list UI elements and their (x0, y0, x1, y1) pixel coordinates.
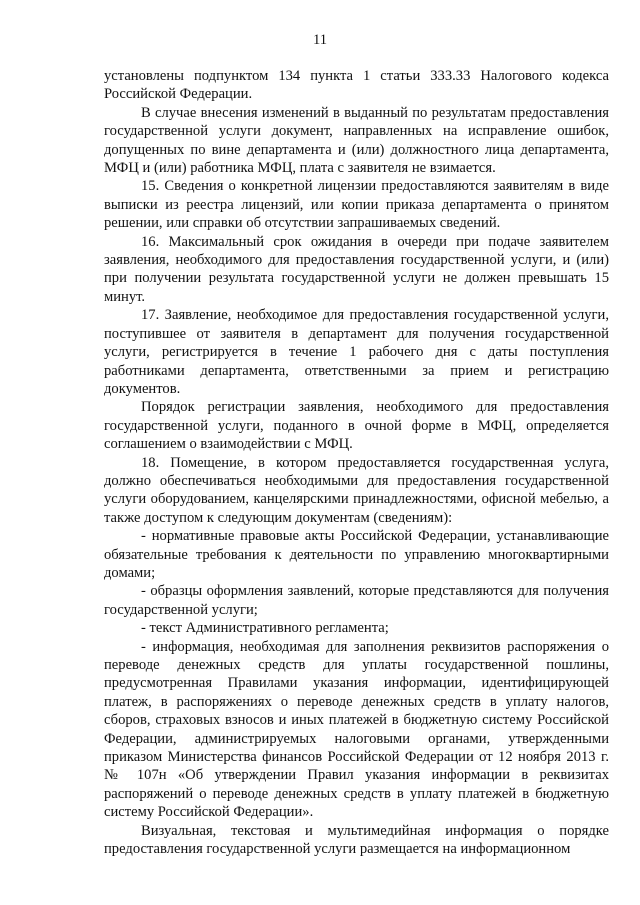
list-item-regulation-text: - текст Административного регламента; (141, 620, 389, 637)
list-item-normative-acts: - нормативные правовые акты Российской Федерации, устанавливающие обязательные требования к деятельности по управлению многоквартирными домами; (104, 528, 609, 581)
page-number: 11 (312, 32, 328, 48)
paragraph-mfc-registration: Порядок регистрации заявления, необходимого для предоставления государственной услуги, поданного в очной форме в МФЦ, определяется соглашением о взаимодействии с МФЦ. (104, 399, 609, 453)
paragraph-tax-code-reference: установлены подпунктом 134 пункта 1 статьи 333.33 Налогового кодекса Российской Федерации. (104, 68, 609, 103)
list-item-payment-info: - информация, необходимая для заполнения реквизитов распоряжения о переводе денежных средств для уплаты государственной пошлины, предусмотренная Правилами указания информации, идентифицирующей платеж, в распоряжениях о переводе денежных средств в уплату налогов, сборов, страховых взносов и иных платежей в бюджетную систему Российской Федерации, администрируемых налоговыми органами, утвержденными приказом Министерства финансов Российской Федерации от 12 ноября 2013 г. № 107н «Об утверждении Правил указания информации в реквизитах распоряжений о переводе денежных средств в уплату платежей в бюджетную систему Российской Федерации». (104, 638, 609, 821)
paragraph-16-queue-time: 16. Максимальный срок ожидания в очереди при подаче заявителем заявления, необходимого для предоставления государственной услуги, и (или) при получении результата государственной услуги не должен превышать 15 минут. (104, 233, 609, 305)
paragraph-17-registration: 17. Заявление, необходимое для предоставления государственной услуги, поступившее от заявителя в департамент для получения государственной услуги, регистрируется в течение 1 рабочего дня с даты поступления работниками департамента, ответственными за прием и регистрацию документов. (104, 307, 609, 397)
paragraph-visual-info: Визуальная, текстовая и мультимедийная информация о порядке предоставления государственной услуги размещается на информационном (104, 822, 609, 858)
list-item-sample-forms: - образцы оформления заявлений, которые представляются для получения государственной услуги; (104, 583, 609, 618)
paragraph-error-correction-fee: В случае внесения изменений в выданный по результатам предоставления государственной услуги документ, направленных на исправление ошибок, допущенных по вине департамента и (или) должностного лица департамента, МФЦ и (или) работника МФЦ, плата с заявителя не взимается. (104, 104, 609, 177)
paragraph-18-premises: 18. Помещение, в котором предоставляется государственная услуга, должно обеспечиваться необходимыми для предоставления государственной услуги оборудованием, канцелярскими принадлежностями, офисной мебелью, а также доступом к следующим документам (сведениям): (104, 454, 609, 526)
paragraph-15-license-info: 15. Сведения о конкретной лицензии предоставляются заявителям в виде выписки из реестра лицензий, или копии приказа департамента о принятом решении, или справки об отсутствии запрашиваемых сведений. (104, 178, 609, 232)
document-body (104, 67, 609, 858)
